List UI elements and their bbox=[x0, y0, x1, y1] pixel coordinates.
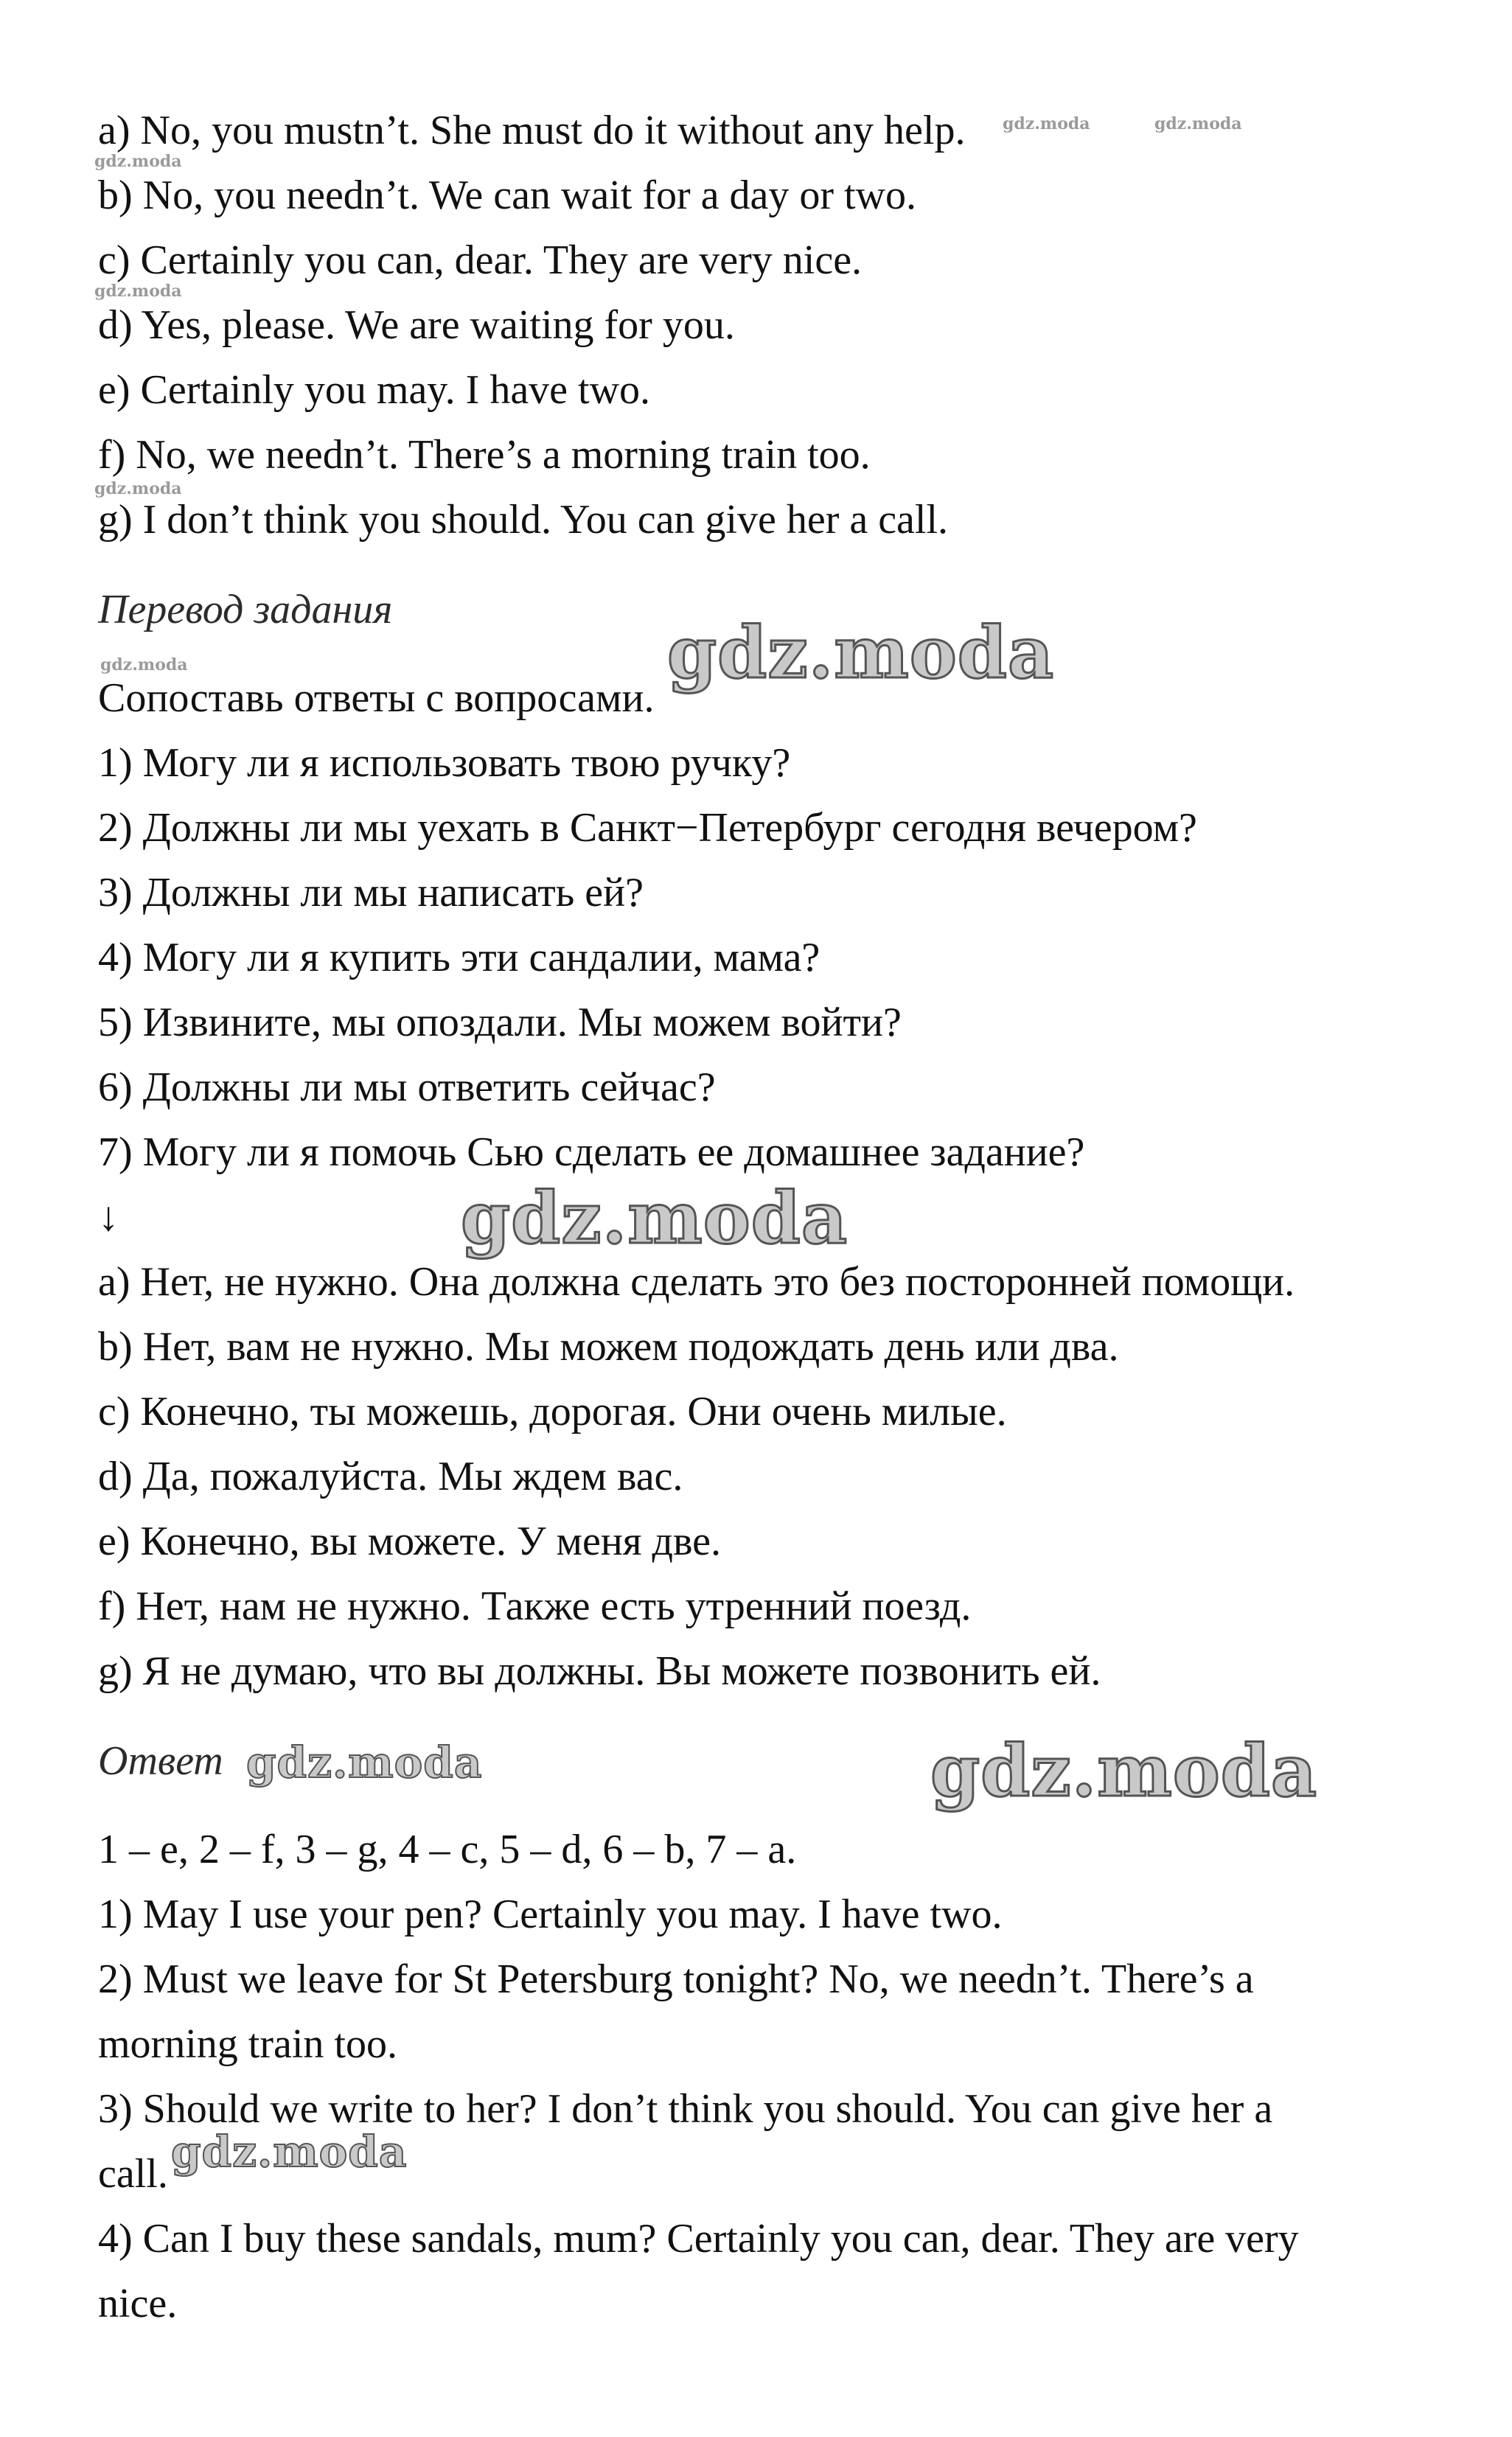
answer-line-1: 1) May I use your pen? Certainly you may. I have two. bbox=[98, 1892, 1003, 1937]
answer-ru-d: d) Да, пожалуйста. Мы ждем вас. bbox=[98, 1454, 683, 1499]
answer-line-4-cont: nice. bbox=[98, 2281, 178, 2326]
option-d: d) Yes, please. We are waiting for you. bbox=[98, 302, 735, 348]
option-f: f) No, we needn’t. There’s a morning train too. bbox=[98, 432, 871, 478]
answer-key: 1 – e, 2 – f, 3 – g, 4 – c, 5 – d, 6 – b, 7 – a. bbox=[98, 1827, 797, 1872]
answer-line-3-cont: call. bbox=[98, 2151, 168, 2197]
answer-line-3: 3) Should we write to her? I don’t think you should. You can give her a bbox=[98, 2086, 1273, 2132]
watermark-small: gdz.moda bbox=[94, 152, 182, 171]
watermark-small: gdz.moda bbox=[100, 655, 188, 674]
question-4: 4) Могу ли я купить эти сандалии, мама? bbox=[98, 935, 821, 980]
watermark-small: gdz.moda bbox=[94, 282, 182, 301]
question-2: 2) Должны ли мы уехать в Санкт−Петербург сегодня вечером? bbox=[98, 805, 1197, 851]
question-3: 3) Должны ли мы написать ей? bbox=[98, 870, 644, 916]
watermark-large: gdz.moda bbox=[667, 611, 1055, 694]
answer-heading: Ответ bbox=[98, 1738, 223, 1784]
answer-ru-b: b) Нет, вам не нужно. Мы можем подождать день или два. bbox=[98, 1324, 1119, 1370]
translation-heading: Перевод задания bbox=[98, 587, 393, 632]
watermark-small: gdz.moda bbox=[94, 479, 182, 498]
answer-ru-e: e) Конечно, вы можете. У меня две. bbox=[98, 1519, 722, 1564]
watermark-small: gdz.moda bbox=[1154, 114, 1242, 133]
option-b: b) No, you needn’t. We can wait for a day or two. bbox=[98, 172, 916, 218]
question-1: 1) Могу ли я использовать твою ручку? bbox=[98, 740, 791, 786]
watermark-small: gdz.moda bbox=[1003, 114, 1090, 133]
answer-line-2-cont: morning train too. bbox=[98, 2021, 397, 2067]
question-6: 6) Должны ли мы ответить сейчас? bbox=[98, 1064, 716, 1110]
answer-line-4: 4) Can I buy these sandals, mum? Certainly you can, dear. They are very bbox=[98, 2216, 1299, 2262]
down-arrow-icon: ↓ bbox=[98, 1194, 119, 1240]
option-a: a) No, you mustn’t. She must do it without any help. bbox=[98, 108, 966, 153]
answer-ru-g: g) Я не думаю, что вы должны. Вы можете позвонить ей. bbox=[98, 1648, 1101, 1694]
option-c: c) Certainly you can, dear. They are very nice. bbox=[98, 237, 863, 283]
question-7: 7) Могу ли я помочь Сью сделать ее домашнее задание? bbox=[98, 1129, 1085, 1175]
translation-instruction: Сопоставь ответы с вопросами. bbox=[98, 675, 655, 721]
watermark-medium: gdz.moda bbox=[171, 2127, 408, 2177]
answer-ru-a: a) Нет, не нужно. Она должна сделать это без посторонней помощи. bbox=[98, 1259, 1295, 1305]
watermark-large: gdz.moda bbox=[930, 1729, 1318, 1813]
option-e: e) Certainly you may. I have two. bbox=[98, 367, 651, 413]
question-5: 5) Извините, мы опоздали. Мы можем войти? bbox=[98, 1000, 902, 1045]
option-g: g) I don’t think you should. You can give her a call. bbox=[98, 497, 949, 543]
watermark-medium: gdz.moda bbox=[246, 1737, 483, 1788]
answer-ru-f: f) Нет, нам не нужно. Также есть утренний поезд. bbox=[98, 1583, 972, 1629]
answer-ru-c: c) Конечно, ты можешь, дорогая. Они очень милые. bbox=[98, 1389, 1007, 1434]
answer-line-2: 2) Must we leave for St Petersburg tonight? No, we needn’t. There’s a bbox=[98, 1956, 1254, 2002]
watermark-large: gdz.moda bbox=[461, 1176, 849, 1260]
